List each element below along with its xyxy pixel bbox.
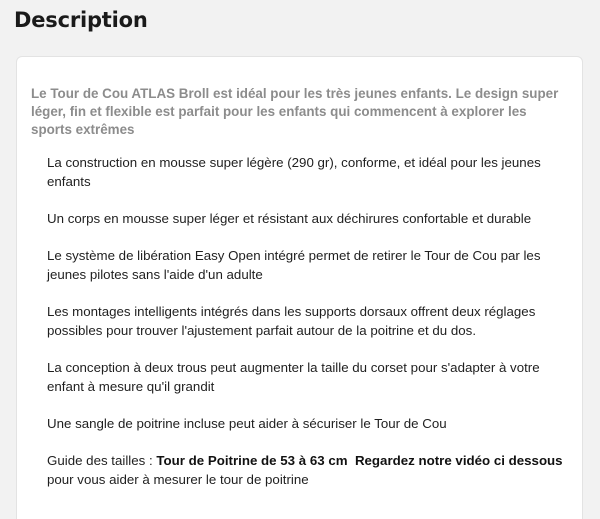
description-card	[16, 56, 583, 519]
size-guide-range: Tour de Poitrine de 53 à 63 cm	[156, 453, 348, 468]
feature-list	[47, 153, 572, 507]
section-title: Description	[14, 8, 148, 32]
feature-item-chest-strap: Une sangle de poitrine incluse peut aider à sécuriser le Tour de Cou	[47, 416, 447, 431]
feature-item-construction: La construction en mousse super légère (290 gr), conforme, et idéal pour les jeunes enfants	[47, 155, 541, 189]
feature-item-size-guide	[47, 451, 572, 489]
feature-item-foam-body: Un corps en mousse super léger et résistant aux déchirures confortable et durable	[47, 211, 532, 226]
description-intro: Le Tour de Cou ATLAS Broll est idéal pour les très jeunes enfants. Le design super léger, fin et flexible est parfait pour les enfants qui commencent à explorer les sports extrêmes	[31, 86, 559, 137]
feature-item-smart-mounts: Les montages intelligents intégrés dans les supports dorsaux offrent deux réglages possibles pour trouver l'ajustement parfait autour de la poitrine et du dos.	[47, 304, 536, 338]
feature-item-two-hole-design: La conception à deux trous peut augmenter la taille du corset pour s'adapter à votre enfant à mesure qu'il grandit	[47, 360, 540, 394]
size-guide-suffix: pour vous aider à mesurer le tour de poitrine	[47, 472, 309, 487]
size-guide-label: Guide des tailles :	[47, 453, 157, 468]
feature-item-easy-open: Le système de libération Easy Open intégré permet de retirer le Tour de Cou par les jeunes pilotes sans l'aide d'un adulte	[47, 248, 541, 282]
size-guide-video-note: Regardez notre vidéo ci dessous	[354, 453, 563, 468]
